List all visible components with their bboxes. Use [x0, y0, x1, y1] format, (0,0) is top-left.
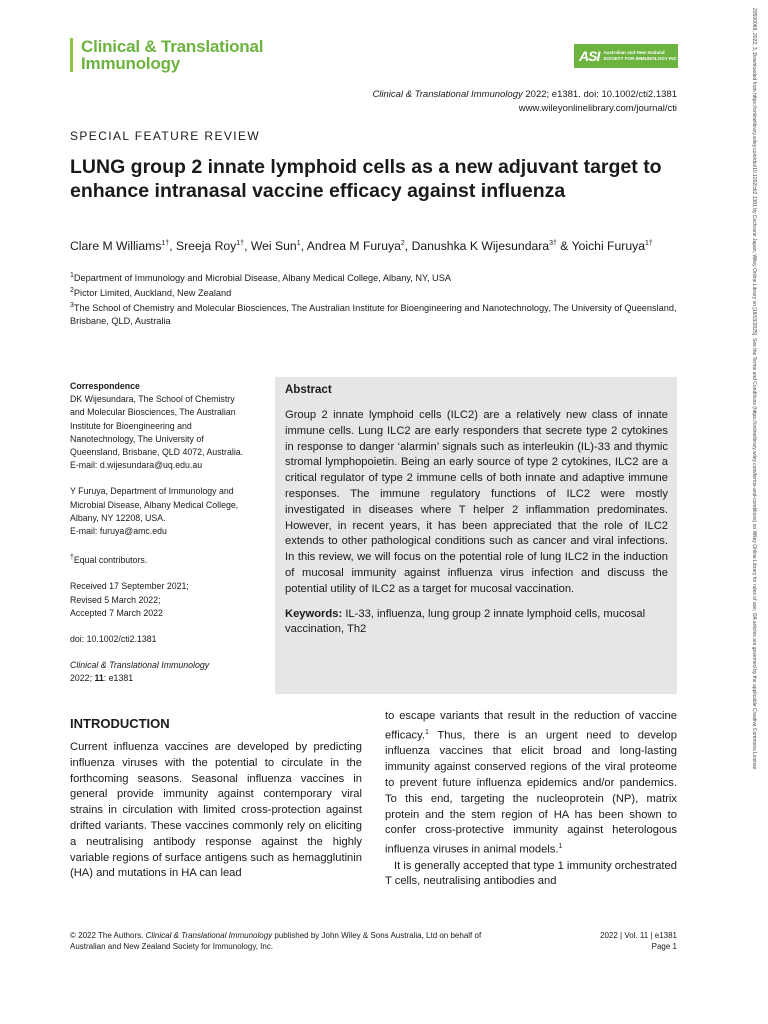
author[interactable]: Yoichi Furuya$^{1\dagger}$ [571, 239, 653, 254]
download-notice: 20500068, 2022, 3, Downloaded from https://onlinelibrary.wiley.com/doi/10.1002/cti2.1381 by Cochrane Japan, Wiley Online Library on [18/03/2025]. See the Terms and Conditions (https://onlinelibrary.wiley.com/terms-and-conditions) on Wiley Online Library for rules of use; OA articles are governed by the applicable Creative Commons License [751, 8, 757, 770]
article-info-sidebar [70, 380, 260, 686]
body-text-left-column: Current influenza vaccines are developed by predicting influenza viruses with the potential to circulate in the forthcoming seasons. Seasonal influenza vaccines in general provide immunity against contemporary viral strains in circulation with limited cross-protection against drifted variants. These vaccines commonly rely on eliciting a neutralising antibody response against the highly variable regions of surface antigens such as hemagglutinin (HA) and mutations in HA can lead [70, 741, 362, 880]
author-list: Clare M Williams$^{1\dagger}$, Sreeja Roy$^{1\dagger}$, Wei Sun$^1$, Andrea M Furuya$^2$, Danushka K Wijesundara$^{3\dagger}$ & Yoichi Furuya$^{1\dagger}$ [70, 239, 653, 254]
section-heading-introduction: INTRODUCTION [70, 716, 170, 731]
page-number: Page 1 [651, 942, 677, 951]
journal-logo-line-2: Immunology [81, 54, 181, 73]
article-dates: Received 17 September 2021; Revised 5 March 2022; Accepted 7 March 2022 [70, 581, 189, 618]
footer-page-info: 2022 | Vol. 11 | e1381 Page 1 [600, 931, 677, 951]
correspondence-1: DK Wijesundara, The School of Chemistry and Molecular Biosciences, The Australian Institute for Bioengineering and Nanotechnology, The University of Queensland, Brisbane, QLD 4072, Australia. E-mail: d.wijesundara@uq.edu.au [70, 394, 244, 471]
email-link[interactable]: E-mail: furuya@amc.edu [70, 526, 167, 537]
journal-logo [70, 38, 263, 72]
journal-reference: Clinical & Translational Immunology 2022; 11: e1381 [70, 660, 210, 684]
society-logo-text-line-2: SOCIETY FOR IMMUNOLOGY INC [603, 56, 677, 61]
author[interactable]: Andrea M Furuya$^2$ [306, 239, 405, 254]
body-text-right-column [385, 709, 677, 890]
citation-line [372, 88, 677, 116]
correspondence-heading: Correspondence [70, 381, 140, 391]
society-logo-mark: ASI [579, 48, 600, 64]
abstract-box [275, 377, 677, 694]
citation-ref[interactable]: 1 [425, 728, 429, 736]
abstract-heading: Abstract [285, 384, 332, 396]
society-logo-text [603, 50, 677, 62]
article-type-label: SPECIAL FEATURE REVIEW [70, 129, 261, 143]
affiliation: $^3$The School of Chemistry and Molecular Biosciences, The Australian Institute for Bioengineering and Nanotechnology, The University of Queensland, Brisbane, QLD, Australia [70, 302, 677, 326]
citation-details: 2022; e1381. doi: 10.1002/cti2.1381 [522, 89, 677, 100]
author[interactable]: Sreeja Roy$^{1\dagger}$ [175, 239, 245, 254]
citation-ref[interactable]: 1 [558, 843, 563, 851]
equal-contributors-note: †Equal contributors. [70, 554, 148, 566]
author[interactable]: Danushka K Wijesundara$^{3\dagger}$ [411, 239, 557, 254]
footer-copyright: © 2022 The Authors. Clinical & Translational Immunology published by John Wiley & Sons Australia, Ltd on behalf of Australian and New Zealand Society for Immunology, Inc. [70, 931, 482, 951]
author[interactable]: Clare M Williams$^{1\dagger}$ [70, 239, 170, 254]
citation-journal: Clinical & Translational Immunology [372, 89, 523, 100]
journal-url-link[interactable]: www.wileyonlinelibrary.com/journal/cti [518, 103, 677, 114]
affiliation: $^1$Department of Immunology and Microbial Disease, Albany Medical College, Albany, NY, USA [70, 272, 451, 284]
paragraph: It is generally accepted that type 1 immunity orchestrated T cells, neutralising antibodies and [385, 859, 677, 888]
society-logo [574, 44, 678, 68]
article-title: LUNG group 2 innate lymphoid cells as a new adjuvant target to enhance intranasal vaccine efficacy against influenza [70, 156, 662, 202]
journal-logo-line-1: Clinical & Translational [81, 37, 264, 56]
society-logo-text-line-1: Australian and New Zealand [603, 50, 665, 55]
abstract-body: Group 2 innate lymphoid cells (ILC2) are a relatively new class of innate immune cells. Lung ILC2 are early responders that secrete type 2 cytokines in response to danger ‘alarmin’ signals such as interleukin (IL)-33 and thymic stromal lymphopoietin. Being an early source of type 2 cytokines, ILC2 are a critical regulator of type 2 immune cells of both innate and adaptive immune responses. The immune regulatory functions of ILC2 were mostly investigated in diseases where T helper 2 inflammation predominates. However, in recent years, it has been appreciated that the role of ILC2 extends to other pathological conditions such as cancer and viral infections. In this review, we will focus on the potential role of lung ILC2 in the induction of mucosal immunity against influenza virus infection and discuss the potential utility of ILC2 as a target for mucosal vaccination. [285, 409, 668, 595]
paragraph: to escape variants that result in the reduction of vaccine efficacy.$^1$ Thus, there is an urgent need to develop influenza vaccines that elicit broad and long-lasting immunity against conserved regions of the viral proteome to prevent future influenza epidemics and/or pandemics. To this end, targeting the nucleoprotein (NP), matrix protein and the stem region of HA has been shown to confer cross-protective immunity against heterologous influenza viruses in animal models.$^1$ [385, 710, 677, 856]
affiliations [70, 270, 685, 328]
affiliation: $^2$Pictor Limited, Auckland, New Zealand [70, 287, 232, 299]
correspondence-2: Y Furuya, Department of Immunology and Microbial Disease, Albany Medical College, Albany, NY 12208, USA. E-mail: furuya@amc.edu [70, 486, 239, 537]
doi-link[interactable]: doi: 10.1002/cti2.1381 [70, 633, 157, 644]
keywords-label: Keywords: [285, 607, 343, 620]
keywords [285, 607, 668, 639]
keywords-list: IL-33, influenza, lung group 2 innate lymphoid cells, mucosal vaccination, Th2 [285, 607, 646, 636]
author[interactable]: Wei Sun$^1$ [250, 239, 301, 254]
email-link[interactable]: E-mail: d.wijesundara@uq.edu.au [70, 460, 203, 471]
